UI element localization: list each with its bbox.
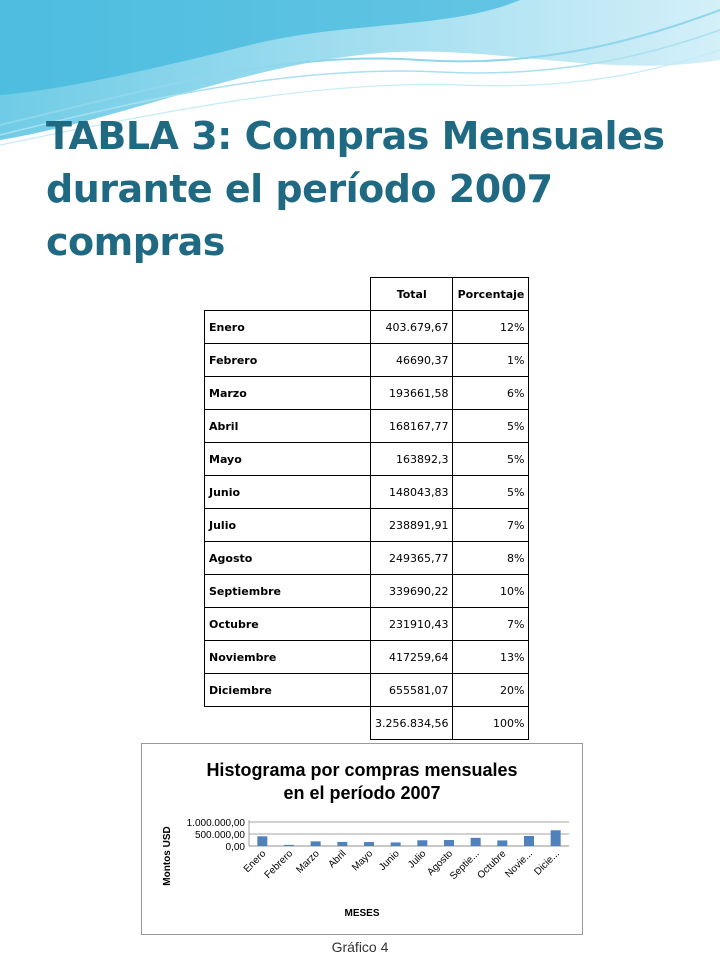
header-porcentaje: Porcentaje — [453, 278, 529, 311]
x-tick-label: Marzo — [294, 848, 322, 876]
x-axis-label: MESES — [344, 908, 380, 919]
table-row — [205, 410, 529, 443]
percent-cell: 5% — [453, 476, 529, 509]
total-cell: 231910,43 — [371, 608, 453, 641]
table-row — [205, 608, 529, 641]
month-cell: Mayo — [205, 443, 371, 476]
total-cell: 148043,83 — [371, 476, 453, 509]
chart-title-line-2: en el período 2007 — [283, 783, 441, 803]
table-row — [205, 344, 529, 377]
table-row — [205, 641, 529, 674]
y-axis-label: Montos USD — [162, 826, 173, 886]
table-total-row — [205, 707, 529, 740]
month-cell: Octubre — [205, 608, 371, 641]
percent-cell: 20% — [453, 674, 529, 707]
percent-cell: 12% — [453, 311, 529, 344]
title-line-2: durante el período 2007 — [46, 167, 553, 211]
month-cell: Marzo — [205, 377, 371, 410]
bar — [471, 838, 481, 846]
y-tick-label: 1.000.000,00 — [186, 818, 245, 829]
table-row — [205, 542, 529, 575]
chart-title-line-1: Histograma por compras mensuales — [206, 760, 518, 780]
percent-cell: 8% — [453, 542, 529, 575]
x-tick-label: Dicie... — [532, 848, 562, 878]
month-cell: Abril — [205, 410, 371, 443]
bar — [257, 836, 267, 846]
sum-percent-cell: 100% — [453, 707, 529, 740]
percent-cell: 6% — [453, 377, 529, 410]
x-tick-label: Novie... — [503, 848, 536, 881]
percent-cell: 7% — [453, 509, 529, 542]
bar — [444, 840, 454, 846]
chart-svg — [142, 744, 582, 934]
histogram-chart — [141, 743, 583, 935]
slide-title — [46, 110, 686, 269]
figure-caption: Gráfico 4 — [135, 935, 585, 960]
month-cell: Enero — [205, 311, 371, 344]
table-row — [205, 509, 529, 542]
table-row — [205, 476, 529, 509]
table-row — [205, 311, 529, 344]
bar — [417, 840, 427, 846]
percent-cell: 13% — [453, 641, 529, 674]
total-cell: 193661,58 — [371, 377, 453, 410]
total-cell: 249365,77 — [371, 542, 453, 575]
month-cell: Junio — [205, 476, 371, 509]
x-tick-label: Agosto — [425, 848, 456, 879]
percent-cell: 5% — [453, 410, 529, 443]
total-cell: 417259,64 — [371, 641, 453, 674]
percent-cell: 10% — [453, 575, 529, 608]
table-header-row — [205, 278, 529, 311]
month-cell: Noviembre — [205, 641, 371, 674]
purchases-table — [204, 277, 529, 740]
total-cell: 655581,07 — [371, 674, 453, 707]
total-cell: 46690,37 — [371, 344, 453, 377]
purchases-table-image — [196, 270, 538, 740]
total-cell: 168167,77 — [371, 410, 453, 443]
sum-total-cell: 3.256.834,56 — [371, 707, 453, 740]
table-row — [205, 377, 529, 410]
bar — [551, 830, 561, 846]
total-cell: 403.679,67 — [371, 311, 453, 344]
month-cell: Diciembre — [205, 674, 371, 707]
title-line-1: TABLA 3: Compras Mensuales — [46, 114, 665, 158]
x-tick-label: Abril — [326, 848, 349, 871]
x-tick-label: Mayo — [350, 848, 376, 874]
bar — [497, 840, 507, 846]
total-cell: 163892,3 — [371, 443, 453, 476]
x-tick-label: Enero — [241, 848, 269, 875]
table-row — [205, 575, 529, 608]
bar — [337, 842, 347, 846]
bar — [391, 842, 401, 846]
month-cell: Agosto — [205, 542, 371, 575]
x-tick-label: Septie... — [448, 848, 482, 883]
bar — [311, 841, 321, 846]
table-row — [205, 443, 529, 476]
percent-cell: 7% — [453, 608, 529, 641]
bar — [524, 836, 534, 846]
percent-cell: 1% — [453, 344, 529, 377]
y-tick-label: 500.000,00 — [194, 830, 245, 841]
bar — [364, 842, 374, 846]
header-total: Total — [371, 278, 453, 311]
title-line-3: compras — [46, 220, 225, 264]
bar — [284, 845, 294, 846]
month-cell: Febrero — [205, 344, 371, 377]
y-tick-label: 0,00 — [225, 842, 245, 853]
x-tick-label: Octubre — [475, 848, 509, 882]
month-cell: Julio — [205, 509, 371, 542]
x-tick-label: Febrero — [262, 848, 296, 881]
x-tick-label: Junio — [377, 848, 402, 874]
total-cell: 339690,22 — [371, 575, 453, 608]
month-cell: Septiembre — [205, 575, 371, 608]
x-tick-label: Julio — [406, 848, 429, 871]
percent-cell: 5% — [453, 443, 529, 476]
table-row — [205, 674, 529, 707]
total-cell: 238891,91 — [371, 509, 453, 542]
